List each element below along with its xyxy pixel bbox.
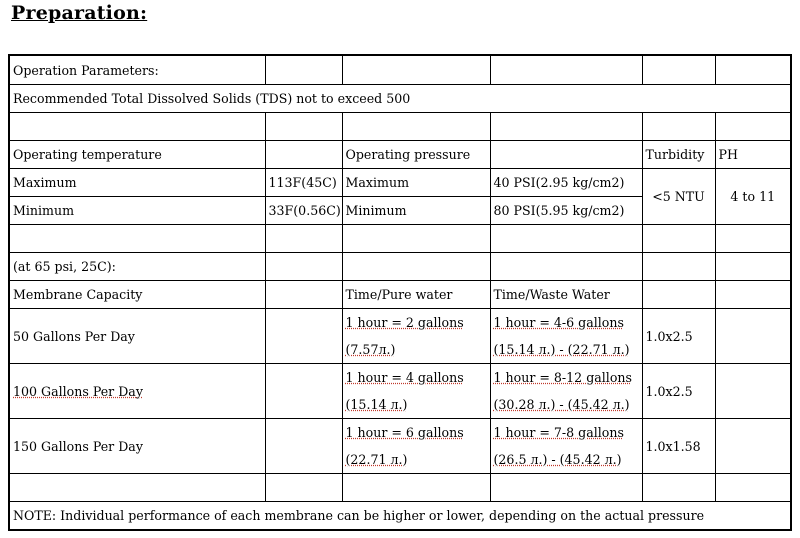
table-row [9,225,791,253]
max-temperature-value: 113F(45C) [265,169,342,197]
specifications-table [8,54,792,531]
time-waste-water-header: Time/Waste Water [490,281,642,309]
test-conditions: (at 65 psi, 25C): [9,253,265,281]
operation-parameters-label: Operation Parameters: [9,55,265,85]
membrane-size: 1.0x2.5 [642,309,715,364]
tds-recommendation: Recommended Total Dissolved Solids (TDS) not to exceed 500 [9,85,791,113]
membrane-size: 1.0x2.5 [642,364,715,419]
min-pressure-label: Minimum [342,197,490,225]
maximum-label: Maximum [9,169,265,197]
min-pressure-value: 80 PSI(5.95 kg/cm2) [490,197,642,225]
min-temperature-value: 33F(0.56C) [265,197,342,225]
operating-pressure-header: Operating pressure [342,141,490,169]
max-pressure-label: Maximum [342,169,490,197]
table-row [9,253,791,281]
membrane-capacity: 150 Gallons Per Day [9,419,265,474]
ph-header: PH [715,141,791,169]
time-pure-water-header: Time/Pure water [342,281,490,309]
table-row [9,169,791,197]
table-row [9,85,791,113]
membrane-size: 1.0x1.58 [642,419,715,474]
table-row [9,281,791,309]
waste-water-rate: 1 hour = 7-8 gallons (26.5 л.) - (45.42 л.) [490,419,642,474]
waste-water-rate: 1 hour = 4-6 gallons (15.14 л.) - (22.71 л.) [490,309,642,364]
membrane-capacity: 100 Gallons Per Day [9,364,265,419]
table-row [9,364,791,419]
turbidity-value: <5 NTU [642,169,715,225]
ph-value: 4 to 11 [715,169,791,225]
table-row [9,474,791,502]
table-row [9,502,791,531]
note-text: NOTE: Individual performance of each membrane can be higher or lower, depending on the actual pressure [9,502,791,531]
max-pressure-value: 40 PSI(2.95 kg/cm2) [490,169,642,197]
table-row [9,55,791,85]
operating-temperature-header: Operating temperature [9,141,265,169]
pure-water-rate: 1 hour = 4 gallons (15.14 л.) [342,364,490,419]
table-row [9,113,791,141]
waste-water-rate: 1 hour = 8-12 gallons (30.28 л.) - (45.42 л.) [490,364,642,419]
table-row [9,141,791,169]
membrane-capacity-header: Membrane Capacity [9,281,265,309]
membrane-capacity: 50 Gallons Per Day [9,309,265,364]
pure-water-rate: 1 hour = 6 gallons (22.71 л.) [342,419,490,474]
page-heading: Preparation: [11,2,148,24]
table-row [9,419,791,474]
minimum-label: Minimum [9,197,265,225]
turbidity-header: Turbidity [642,141,715,169]
table-row [9,309,791,364]
pure-water-rate: 1 hour = 2 gallons (7.57л.) [342,309,490,364]
